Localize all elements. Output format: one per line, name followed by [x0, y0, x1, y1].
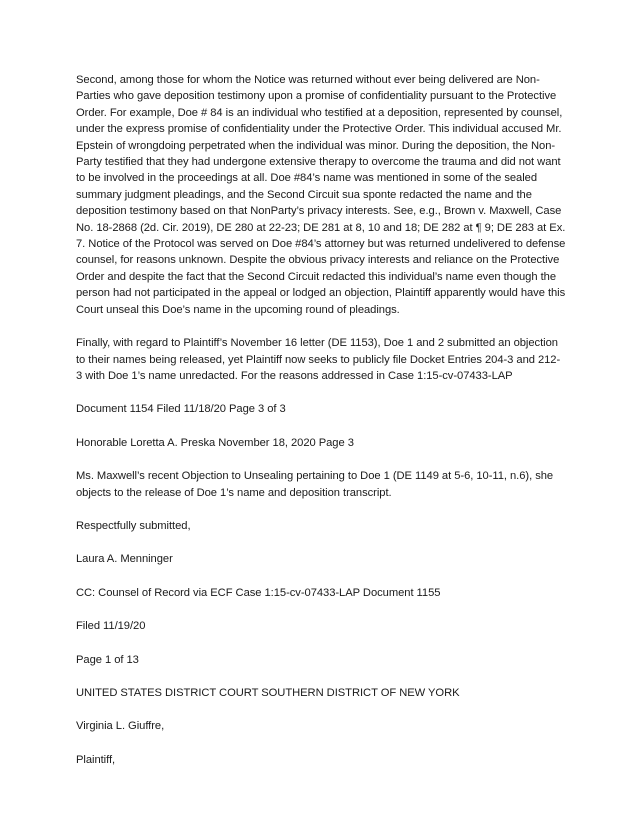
cc-line: CC: Counsel of Record via ECF Case 1:15-cv-07433-LAP Document 1155	[76, 586, 441, 599]
paragraph-plaintiff-letter: Finally, with regard to Plaintiff’s November 16 letter (DE 1153), Doe 1 and 2 submitted an objection to their names being released, yet Plaintiff now seeks to publicly file Docket Entries 204-3 and 212-3 with Doe 1’s name unredacted. For the reasons addressed in Case 1:15-cv-07433-LAP	[76, 337, 561, 382]
paragraph-doe-84: Second, among those for whom the Notice was returned without ever being delivered are Non-Parties who gave deposition testimony upon a promise of confidentiality pursuant to the Protective Order. For example, Doe # 84 is an individual who testified at a deposition, represented by counsel, under the express promise of confidentiality under the Protective Order. This individual accused Mr. Epstein of wrongdoing perpetrated when the individual was minor. During the deposition, the Non-Party testified that they had undergone extensive therapy to overcome the trauma and did not want to be involved in the proceedings at all. Doe #84’s name was mentioned in some of the sealed summary judgment pleadings, and the Second Circuit sua sponte redacted the name and the deposition testimony based on that NonParty’s privacy interests. See, e.g., Brown v. Maxwell, Case No. 18-2868 (2d. Cir. 2019), DE 280 at 22-23; DE 281 at 8, 10 and 18; DE 282 at ¶ 9; DE 283 at Ex. 7. Notice of the Protocol was served on Doe #84’s attorney but was returned undelivered to defense counsel, for reasons unknown. Despite the obvious privacy interests and reliance on the Protective Order and despite the fact that the Second Circuit redacted this individual’s name even though the person had not participated in the appeal or lodged an objection, Plaintiff apparently would have this Court unseal this Doe’s name in the upcoming round of pleadings.	[76, 74, 566, 316]
closing-line: Respectfully submitted,	[76, 519, 191, 532]
court-caption: UNITED STATES DISTRICT COURT SOUTHERN DISTRICT OF NEW YORK	[76, 686, 460, 699]
docket-header-line: Document 1154 Filed 11/18/20 Page 3 of 3	[76, 403, 286, 416]
paragraph-objection: Ms. Maxwell’s recent Objection to Unsealing pertaining to Doe 1 (DE 1149 at 5-6, 10-11, n.6), she objects to the release of Doe 1’s name and deposition transcript.	[76, 470, 554, 499]
page-number: Page 1 of 13	[76, 653, 139, 666]
party-name: Virginia L. Giuffre,	[76, 720, 165, 733]
party-role: Plaintiff,	[76, 753, 116, 766]
signature-name: Laura A. Menninger	[76, 553, 173, 566]
filed-date: Filed 11/19/20	[76, 620, 146, 633]
document-body	[76, 72, 566, 785]
page-header-line: Honorable Loretta A. Preska November 18, 2020 Page 3	[76, 436, 354, 449]
